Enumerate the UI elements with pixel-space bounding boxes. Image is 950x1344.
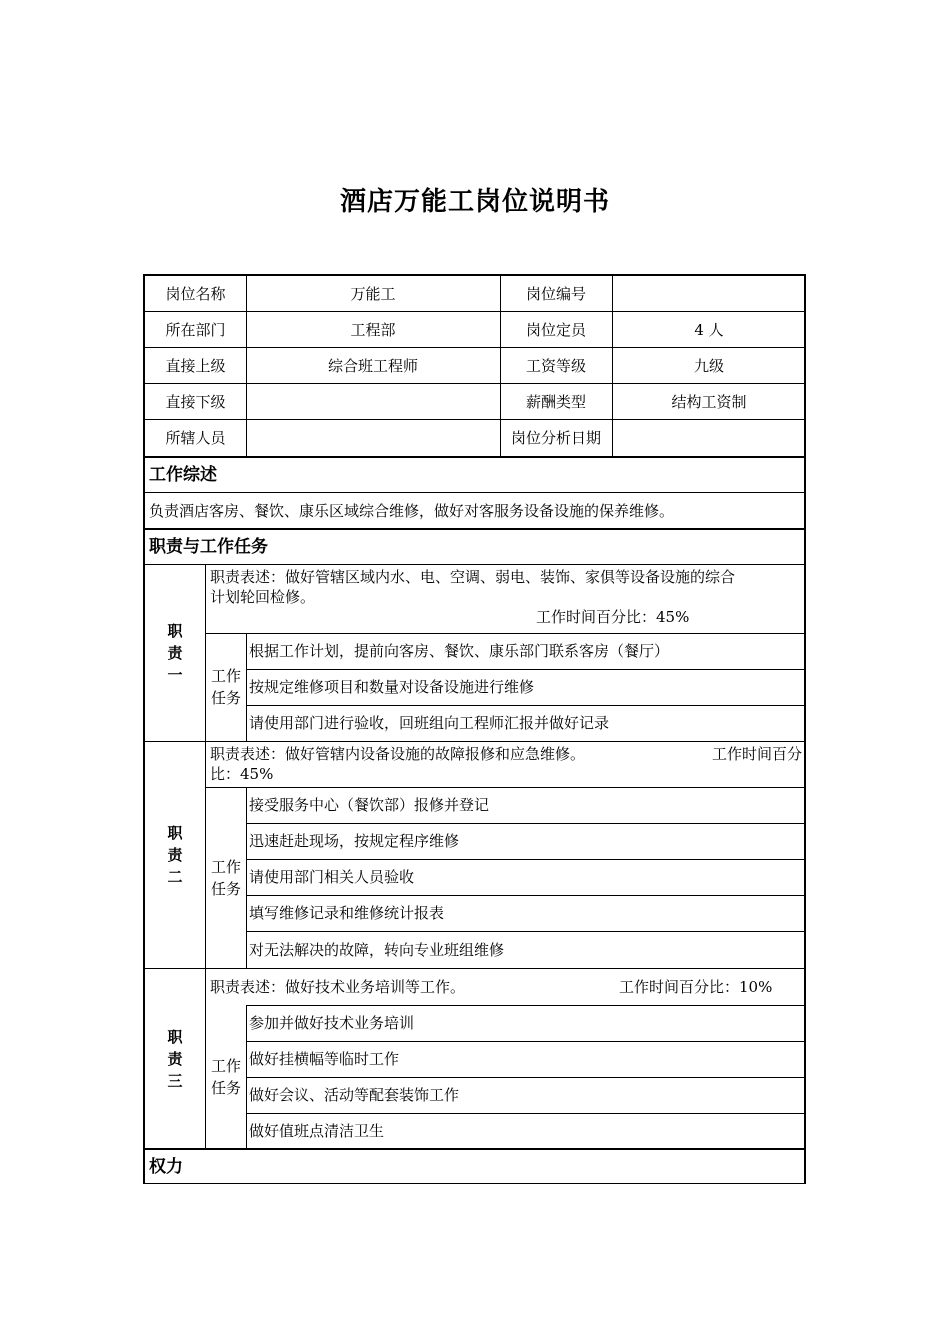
pay-type-label: 薪酬类型 [525, 393, 586, 411]
duty-2-time-percent: 工作时间百分 [711, 745, 802, 763]
duty-2-label: 职责二 [167, 824, 183, 886]
summary-heading: 工作综述 [149, 465, 217, 485]
duty-2-description: 职责表述：做好管辖内设备设施的故障报修和应急维修。 工作时间百分 比：45% [210, 745, 802, 783]
analysis-date-label: 岗位分析日期 [510, 429, 601, 447]
post-no-value [612, 276, 806, 312]
duty-1-task-1: 根据工作计划，提前向客房、餐饮、康乐部门联系客房（餐厅） [249, 642, 670, 660]
headcount-value: 4 人 [694, 321, 724, 339]
job-description-table [143, 274, 806, 1184]
headcount-label: 岗位定员 [525, 321, 586, 339]
duty-3-label: 职责三 [167, 1027, 183, 1090]
duty-3-task-3: 做好会议、活动等配套装饰工作 [249, 1086, 460, 1104]
post-no-label: 岗位编号 [525, 285, 586, 303]
duty-2-task-1: 接受服务中心（餐饮部）报修并登记 [249, 796, 490, 814]
duties-heading: 职责与工作任务 [149, 537, 268, 557]
page-title: 酒店万能工岗位说明书 [339, 187, 610, 217]
duty-3-task-1: 参加并做好技术业务培训 [249, 1014, 415, 1032]
duty-1-task-2: 按规定维修项目和数量对设备设施进行维修 [249, 678, 535, 696]
duty-3-task-2: 做好挂横幅等临时工作 [249, 1050, 400, 1068]
superior-label: 直接上级 [165, 357, 226, 375]
superior-value: 综合班工程师 [327, 357, 418, 375]
duty-2-task-4: 填写维修记录和维修统计报表 [249, 904, 445, 922]
duty-3-time-percent: 工作时间百分比：10% [619, 978, 773, 996]
post-name-value: 万能工 [350, 285, 396, 303]
summary-text: 负责酒店客房、餐饮、康乐区域综合维修，做好对客服务设备设施的保养维修。 [149, 501, 675, 520]
duty-1-task-label: 工作任务 [210, 667, 241, 707]
dept-value: 工程部 [350, 321, 396, 339]
power-heading: 权力 [149, 1157, 183, 1177]
duty-1-label: 职责一 [167, 622, 183, 684]
duty-3-task-label: 工作任务 [210, 1056, 241, 1097]
dept-label: 所在部门 [165, 321, 226, 339]
duty-2-task-5: 对无法解决的故障，转向专业班组维修 [249, 940, 505, 959]
duty-1-task-3: 请使用部门进行验收，回班组向工程师汇报并做好记录 [249, 714, 610, 732]
analysis-date-value [612, 420, 806, 456]
grade-value: 九级 [693, 357, 724, 375]
staff-value [246, 420, 500, 456]
duty-3-task-4: 做好值班点清洁卫生 [249, 1121, 385, 1140]
staff-label: 所辖人员 [165, 429, 226, 447]
subordinate-value [246, 384, 500, 420]
duty-2-task-3: 请使用部门相关人员验收 [249, 868, 415, 886]
post-name-label: 岗位名称 [165, 285, 226, 303]
duty-1-time-percent: 工作时间百分比：45% [536, 608, 690, 626]
grade-label: 工资等级 [525, 357, 586, 375]
pay-type-value: 结构工资制 [671, 393, 747, 411]
subordinate-label: 直接下级 [165, 393, 226, 411]
duty-3-description: 职责表述：做好技术业务培训等工作。 工作时间百分比：10% [210, 978, 773, 996]
duty-2-task-2: 迅速赶赴现场，按规定程序维修 [249, 832, 460, 850]
duty-1-description: 职责表述：做好管辖区域内水、电、空调、弱电、装饰、家俱等设备设施的综合 计划轮回检修。 工作时间百分比：45% [206, 565, 806, 633]
duty-2-task-label: 工作任务 [210, 857, 241, 898]
